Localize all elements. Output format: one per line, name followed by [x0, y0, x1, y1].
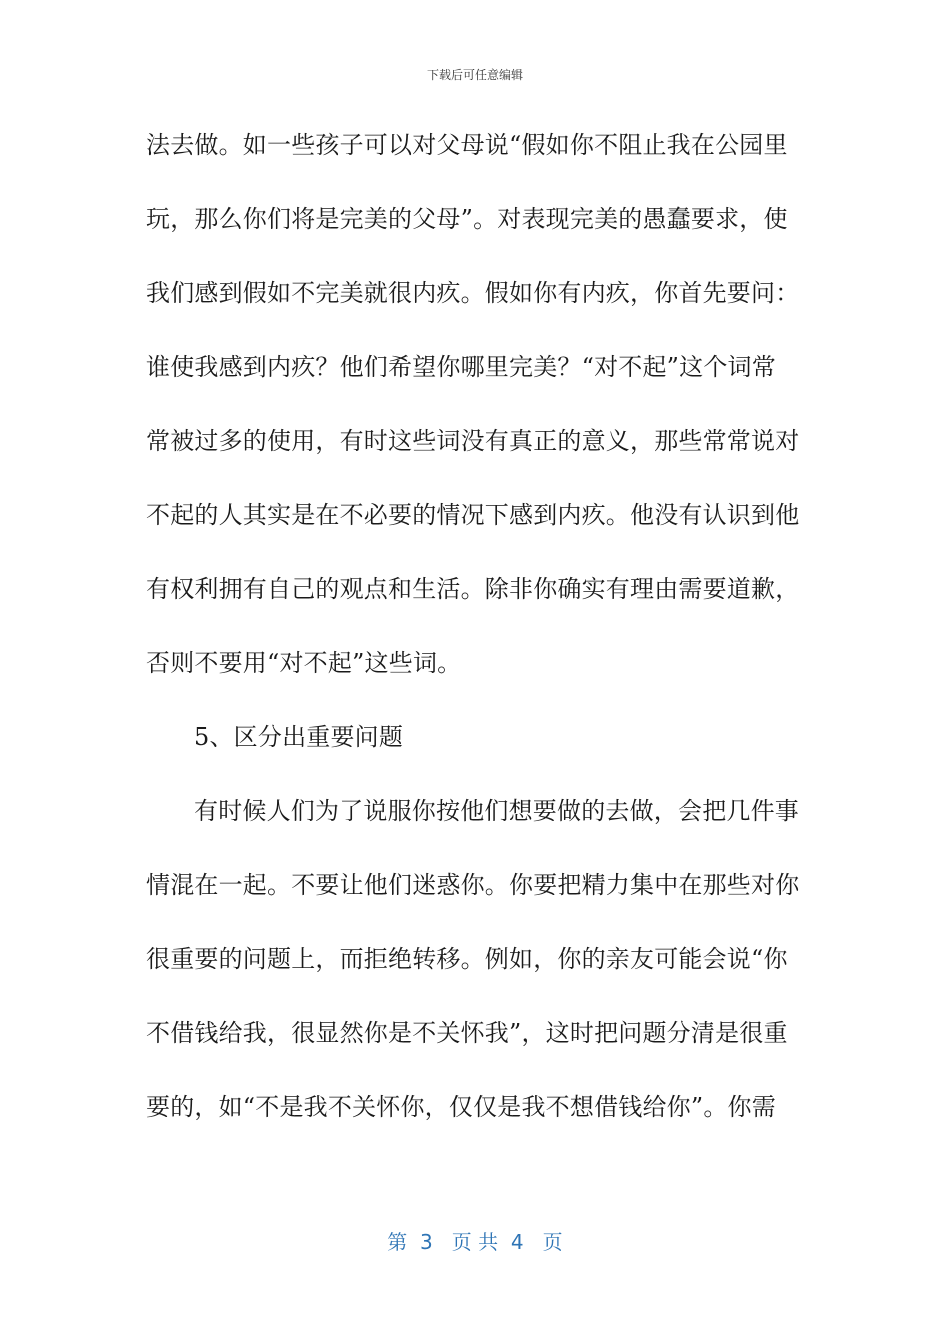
text-line: 我们感到假如不完美就很内疚。假如你有内疚，你首先要问：	[146, 279, 800, 307]
section-heading: 5、区分出重要问题	[194, 723, 404, 751]
text-line: 否则不要用“对不起”这些词。	[146, 649, 462, 677]
text-line: 有权利拥有自己的观点和生活。除非你确实有理由需要道歉，	[146, 575, 800, 603]
text-line: 要的，如“不是我不关怀你，仅仅是我不想借钱给你”。你需	[146, 1093, 776, 1121]
text-line: 常被过多的使用，有时这些词没有真正的意义，那些常常说对	[146, 427, 800, 455]
text-line: 很重要的问题上，而拒绝转移。例如，你的亲友可能会说“你	[146, 945, 788, 973]
text-line: 不起的人其实是在不必要的情况下感到内疚。他没有认识到他	[146, 501, 800, 529]
text-line: 法去做。如一些孩子可以对父母说“假如你不阻止我在公园里	[146, 131, 788, 159]
text-line: 情混在一起。不要让他们迷惑你。你要把精力集中在那些对你	[146, 871, 800, 899]
text-line: 不借钱给我，很显然你是不关怀我”，这时把问题分清是很重	[146, 1019, 788, 1047]
header-note: 下载后可任意编辑	[426, 68, 523, 82]
paragraph-first-line: 有时候人们为了说服你按他们想要做的去做，会把几件事	[194, 797, 799, 825]
page-number-footer: 第 3 页 共 4 页	[387, 1230, 563, 1254]
text-line: 玩，那么你们将是完美的父母”。对表现完美的愚蠢要求，使	[146, 205, 788, 233]
text-line: 谁使我感到内疚？他们希望你哪里完美？“对不起”这个词常	[146, 353, 776, 381]
